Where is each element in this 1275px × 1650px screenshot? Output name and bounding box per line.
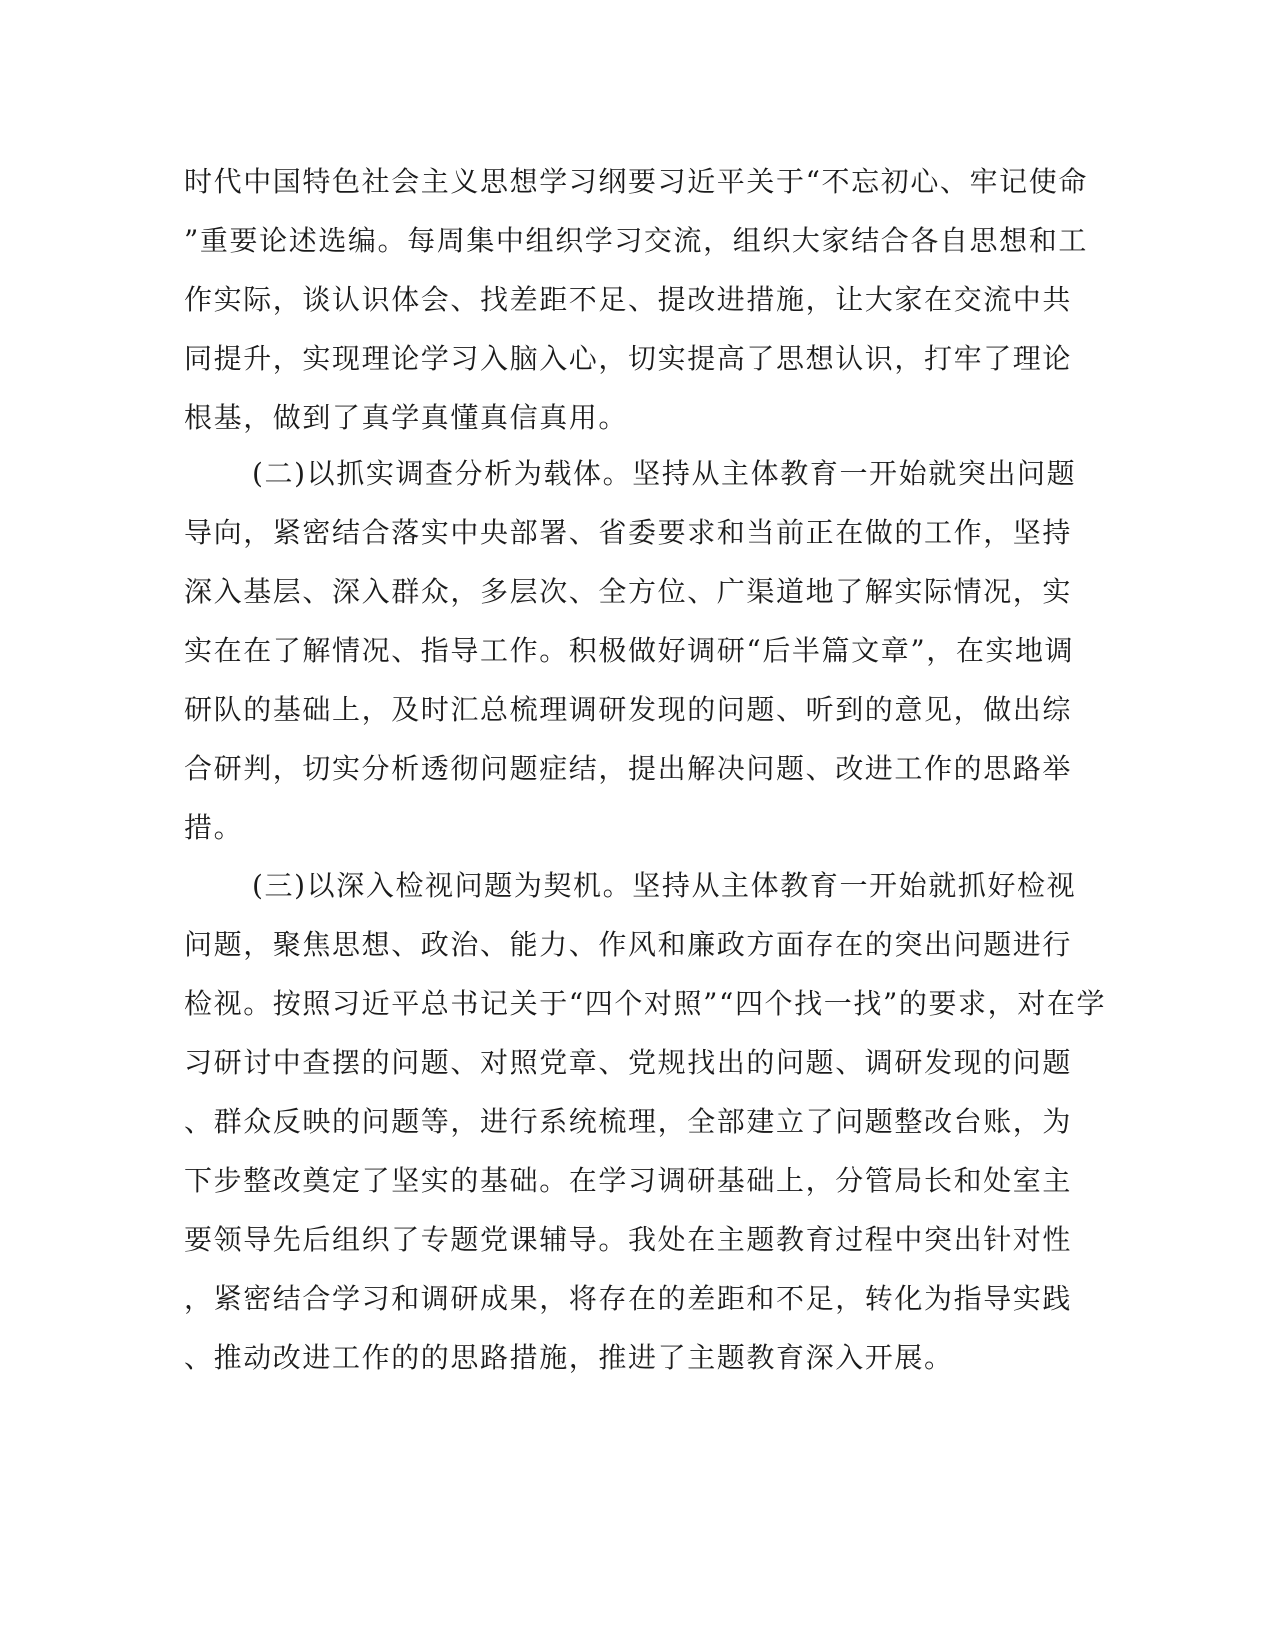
text-line: 习研讨中查摆的问题、对照党章、党规找出的问题、调研发现的问题 xyxy=(184,1046,1073,1079)
section-heading-3: (三)以深入检视问题为契机。坚持从主体教育一开始就抓好检视 xyxy=(252,869,1077,902)
section-heading-2: (二)以抓实调查分析为载体。坚持从主体教育一开始就突出问题 xyxy=(252,457,1077,490)
text-line: 根基，做到了真学真懂真信真用。 xyxy=(184,401,629,434)
text-line: 研队的基础上，及时汇总梳理调研发现的问题、听到的意见，做出综 xyxy=(184,693,1073,726)
text-line: 实在在了解情况、指导工作。积极做好调研“后半篇文章”，在实地调 xyxy=(184,634,1075,667)
text-line: 要领导先后组织了专题党课辅导。我处在主题教育过程中突出针对性 xyxy=(184,1223,1073,1256)
text-line: 下步整改奠定了坚实的基础。在学习调研基础上，分管局长和处室主 xyxy=(184,1164,1073,1197)
text-line: ”重要论述选编。每周集中组织学习交流，组织大家结合各自思想和工 xyxy=(184,224,1088,257)
text-line: 作实际，谈认识体会、找差距不足、提改进措施，让大家在交流中共 xyxy=(184,283,1073,316)
text-line: ，紧密结合学习和调研成果，将存在的差距和不足，转化为指导实践 xyxy=(184,1282,1073,1315)
text-line: 时代中国特色社会主义思想学习纲要习近平关于“不忘初心、牢记使命 xyxy=(184,165,1088,198)
text-line: 同提升，实现理论学习入脑入心，切实提高了思想认识，打牢了理论 xyxy=(184,342,1073,375)
text-line: 检视。按照习近平总书记关于“四个对照”“四个找一找”的要求，对在学 xyxy=(184,987,1107,1020)
text-line: 、群众反映的问题等，进行系统梳理，全部建立了问题整改台账，为 xyxy=(184,1105,1073,1138)
text-line: 问题，聚焦思想、政治、能力、作风和廉政方面存在的突出问题进行 xyxy=(184,928,1073,961)
text-line: 导向，紧密结合落实中央部署、省委要求和当前正在做的工作，坚持 xyxy=(184,516,1073,549)
text-line: 、推动改进工作的的思路措施，推进了主题教育深入开展。 xyxy=(184,1341,954,1374)
text-line: 深入基层、深入群众，多层次、全方位、广渠道地了解实际情况，实 xyxy=(184,575,1073,608)
text-line: 合研判，切实分析透彻问题症结，提出解决问题、改进工作的思路举 xyxy=(184,752,1073,785)
text-line: 措。 xyxy=(184,811,244,844)
